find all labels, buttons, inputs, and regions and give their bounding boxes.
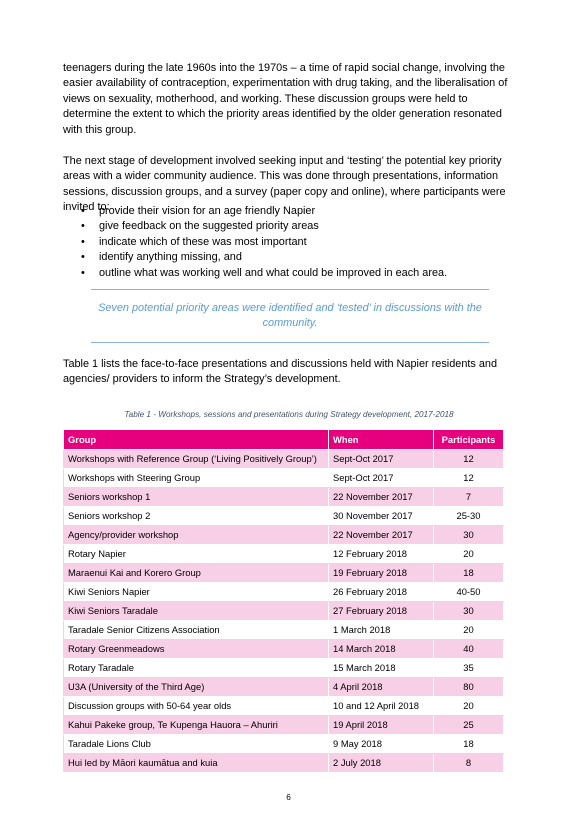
cell-when: 1 March 2018 [329, 621, 434, 640]
cell-when: 22 November 2017 [329, 526, 434, 545]
table-row [64, 564, 504, 583]
cell-when: 14 March 2018 [329, 640, 434, 659]
table-row [64, 735, 504, 754]
cell-group: U3A (University of the Third Age) [64, 678, 329, 697]
table-row [64, 488, 504, 507]
bullet-item: • provide their vision for an age friendly Napier [63, 204, 523, 219]
column-header-when: When [329, 430, 434, 450]
cell-group: Workshops with Reference Group (‘Living Positively Group’) [64, 450, 329, 469]
cell-when: 26 February 2018 [329, 583, 434, 602]
cell-when: 15 March 2018 [329, 659, 434, 678]
bullet-item: • indicate which of these was most important [63, 235, 523, 250]
cell-group: Rotary Taradale [64, 659, 329, 678]
cell-participants: 20 [434, 621, 504, 640]
cell-when: 12 February 2018 [329, 545, 434, 564]
page-number: 6 [286, 793, 291, 802]
table-row [64, 716, 504, 735]
cell-group: Rotary Napier [64, 545, 329, 564]
cell-when: 30 November 2017 [329, 507, 434, 526]
cell-group: Kahui Pakeke group, Te Kupenga Hauora – Ahuriri [64, 716, 329, 735]
cell-participants: 40-50 [434, 583, 504, 602]
column-header-group: Group [64, 430, 329, 450]
cell-group: Agency/provider workshop [64, 526, 329, 545]
cell-participants: 40 [434, 640, 504, 659]
cell-participants: 18 [434, 564, 504, 583]
cell-participants: 25 [434, 716, 504, 735]
cell-when: 19 February 2018 [329, 564, 434, 583]
cell-when: 27 February 2018 [329, 602, 434, 621]
table-row [64, 602, 504, 621]
cell-group: Seniors workshop 1 [64, 488, 329, 507]
table-row [64, 697, 504, 716]
cell-group: Rotary Greenmeadows [64, 640, 329, 659]
table-intro-paragraph: Table 1 lists the face-to-face presentations and discussions held with Napier residents and agencies/ providers to inform the Strategy’s development. [63, 358, 498, 386]
column-header-participants: Participants [434, 430, 504, 450]
cell-participants: 20 [434, 545, 504, 564]
cell-participants: 25-30 [434, 507, 504, 526]
table-row [64, 469, 504, 488]
workshops-table [63, 429, 504, 773]
pull-quote [91, 289, 489, 343]
cell-group: Discussion groups with 50-64 year olds [64, 697, 329, 716]
table-row [64, 678, 504, 697]
table-row [64, 450, 504, 469]
cell-when: Sept-Oct 2017 [329, 450, 434, 469]
cell-participants: 30 [434, 602, 504, 621]
cell-group: Seniors workshop 2 [64, 507, 329, 526]
cell-participants: 12 [434, 469, 504, 488]
table-row [64, 640, 504, 659]
cell-group: Maraenui Kai and Korero Group [64, 564, 329, 583]
cell-group: Taradale Lions Club [64, 735, 329, 754]
table-row [64, 526, 504, 545]
cell-group: Hui led by Māori kaumātua and kuia [64, 754, 329, 773]
table-row [64, 659, 504, 678]
cell-when: 2 July 2018 [329, 754, 434, 773]
cell-participants: 30 [434, 526, 504, 545]
development-paragraph: The next stage of development involved seeking input and ‘testing’ the potential key priority areas with a wider community audience. This was done through presentations, information sessions, discussion groups, and a survey (paper copy and online), where participants were invited to: [63, 155, 506, 214]
cell-when: 10 and 12 April 2018 [329, 697, 434, 716]
cell-when: Sept-Oct 2017 [329, 469, 434, 488]
cell-when: 4 April 2018 [329, 678, 434, 697]
cell-participants: 7 [434, 488, 504, 507]
bullet-item: • give feedback on the suggested priority areas [63, 219, 523, 234]
table-header-row [64, 430, 504, 450]
bullet-item: • identify anything missing, and [63, 250, 523, 265]
cell-participants: 35 [434, 659, 504, 678]
cell-participants: 8 [434, 754, 504, 773]
cell-group: Workshops with Steering Group [64, 469, 329, 488]
intro-paragraph: teenagers during the late 1960s into the 1970s – a time of rapid social change, involving the easier availability of contraception, experimentation with drug taking, and the liberalisation of views on sexuality, motherhood, and working. These discussion groups were held to determine the extent to which the priority areas identified by the older generation resonated with this group. [63, 62, 508, 136]
cell-participants: 80 [434, 678, 504, 697]
cell-group: Kiwi Seniors Napier [64, 583, 329, 602]
cell-group: Kiwi Seniors Taradale [64, 602, 329, 621]
cell-participants: 18 [434, 735, 504, 754]
table-row [64, 621, 504, 640]
table-row [64, 754, 504, 773]
table-row [64, 507, 504, 526]
table-row [64, 545, 504, 564]
pull-quote-text: Seven potential priority areas were identified and ‘tested’ in discussions with the community. [98, 301, 482, 329]
cell-when: 9 May 2018 [329, 735, 434, 754]
cell-group: Taradale Senior Citizens Association [64, 621, 329, 640]
cell-participants: 20 [434, 697, 504, 716]
cell-participants: 12 [434, 450, 504, 469]
cell-when: 19 April 2018 [329, 716, 434, 735]
table-row [64, 583, 504, 602]
table-caption: Table 1 - Workshops, sessions and presentations during Strategy development, 2017-2018 [124, 410, 454, 419]
cell-when: 22 November 2017 [329, 488, 434, 507]
bullet-item: • outline what was working well and what could be improved in each area. [63, 266, 523, 281]
bullet-list [63, 204, 523, 281]
